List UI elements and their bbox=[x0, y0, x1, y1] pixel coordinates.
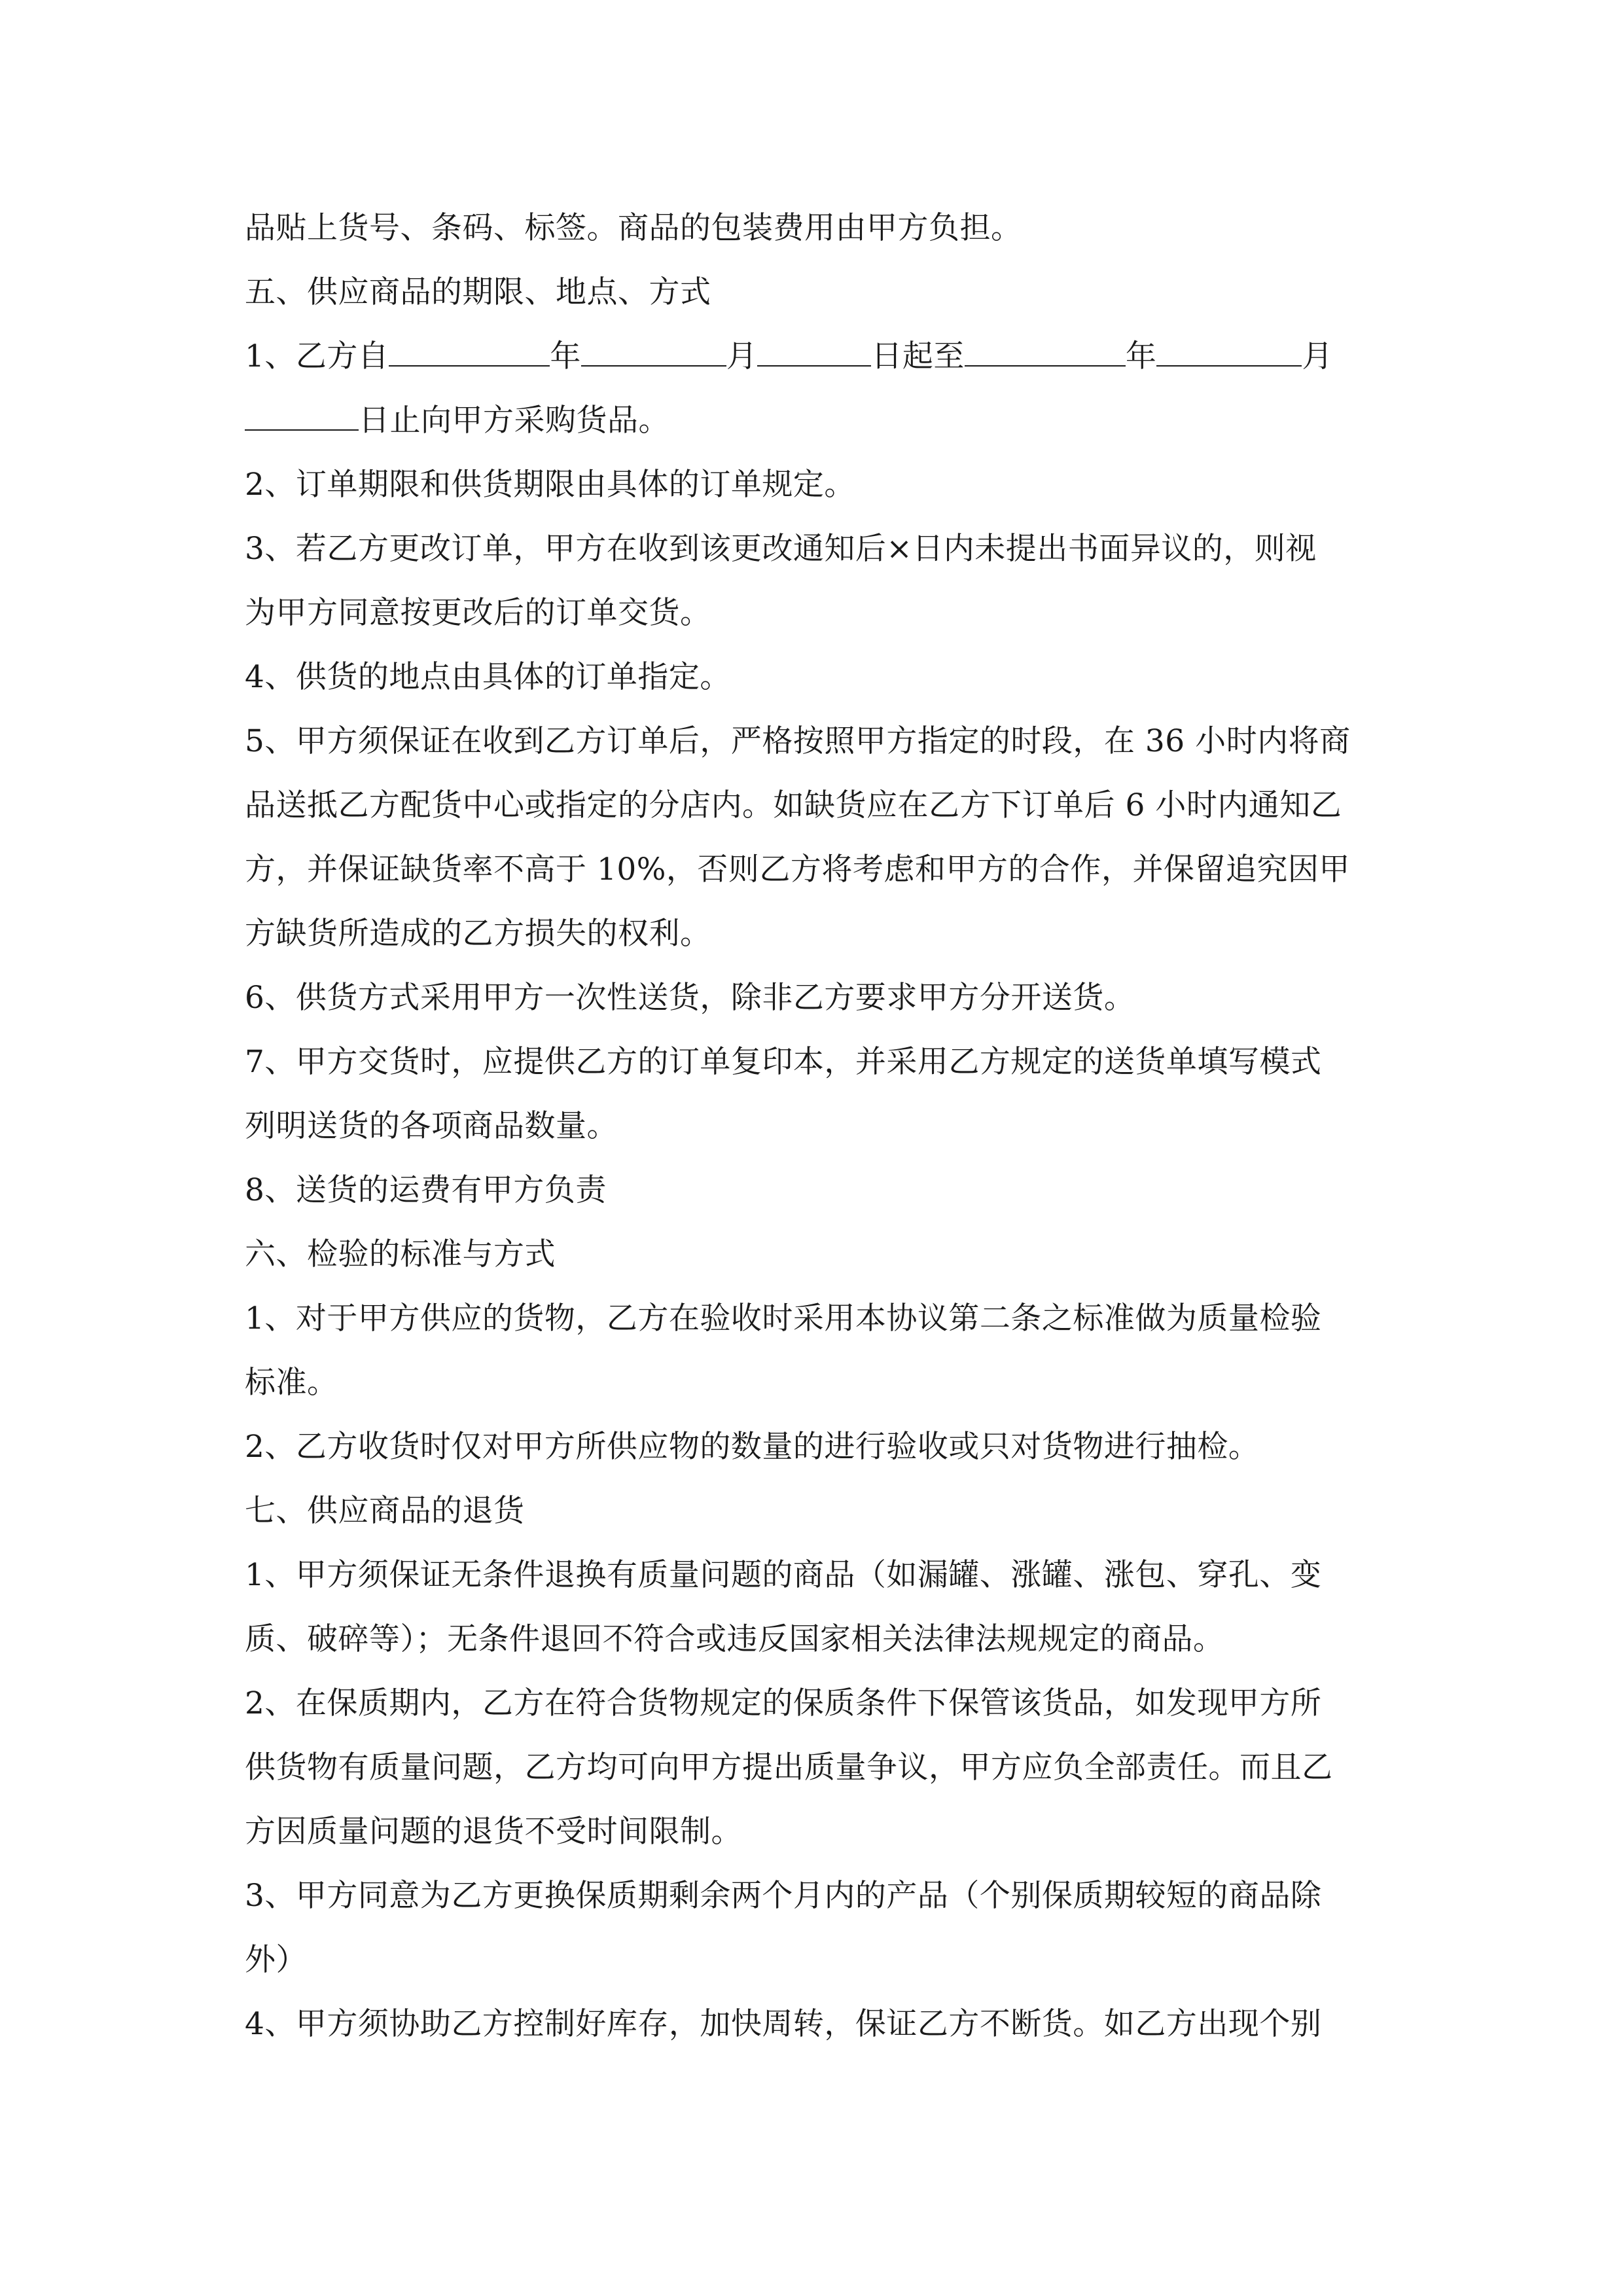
text-line: 8、送货的运费有甲方负责 bbox=[245, 1172, 607, 1208]
section-heading: 五、供应商品的期限、地点、方式 bbox=[245, 274, 711, 310]
text-line: 4、供货的地点由具体的订单指定。 bbox=[245, 659, 731, 695]
text-line: 7、甲方交货时，应提供乙方的订单复印本，并采用乙方规定的送货单填写模式 bbox=[245, 1044, 1322, 1080]
text-line: 列明送货的各项商品数量。 bbox=[245, 1108, 618, 1144]
text-line: 4、甲方须协助乙方控制好库存，加快周转，保证乙方不断货。如乙方出现个别 bbox=[245, 2006, 1322, 2042]
text-line: 为甲方同意按更改后的订单交货。 bbox=[245, 595, 711, 631]
date-line bbox=[245, 325, 1383, 389]
date-line-month-2: 月 bbox=[1302, 338, 1333, 374]
text-line: 供货物有质量问题，乙方均可向甲方提出质量争议，甲方应负全部责任。而且乙 bbox=[245, 1749, 1333, 1785]
text-line: 2、在保质期内，乙方在符合货物规定的保质条件下保管该货品，如发现甲方所 bbox=[245, 1685, 1322, 1721]
text-line: 方缺货所造成的乙方损失的权利。 bbox=[245, 916, 711, 952]
section-heading: 七、供应商品的退货 bbox=[245, 1493, 525, 1529]
text-line: 方，并保证缺货率不高于 10%，否则乙方将考虑和甲方的合作，并保留追究因甲 bbox=[245, 852, 1350, 888]
text-line: 3、甲方同意为乙方更换保质期剩余两个月内的产品（个别保质期较短的商品除 bbox=[245, 1878, 1322, 1914]
text-line: 3、若乙方更改订单，甲方在收到该更改通知后×日内未提出书面异议的，则视 bbox=[245, 531, 1317, 567]
document-body bbox=[245, 196, 1383, 2056]
text-line: 5、甲方须保证在收到乙方订单后，严格按照甲方指定的时段，在 36 小时内将商 bbox=[245, 723, 1351, 759]
text-line: 1、甲方须保证无条件退换有质量问题的商品（如漏罐、涨罐、涨包、穿孔、变 bbox=[245, 1557, 1322, 1593]
blank-start-year bbox=[389, 335, 550, 367]
text-line: 质、破碎等）；无条件退回不符合或违反国家相关法律法规规定的商品。 bbox=[245, 1621, 1224, 1657]
text-line: 6、供货方式采用甲方一次性送货，除非乙方要求甲方分开送货。 bbox=[245, 980, 1135, 1016]
text-line: 方因质量问题的退货不受时间限制。 bbox=[245, 1814, 742, 1850]
blank-start-day bbox=[757, 335, 871, 367]
date-line-month-1: 月 bbox=[726, 338, 758, 374]
text-line: 2、订单期限和供货期限由具体的订单规定。 bbox=[245, 467, 855, 503]
text-line: 2、乙方收货时仅对甲方所供应物的数量的进行验收或只对货物进行抽检。 bbox=[245, 1429, 1260, 1465]
date-line-year-2: 年 bbox=[1125, 338, 1157, 374]
text-line: 1、对于甲方供应的货物，乙方在验收时采用本协议第二条之标准做为质量检验 bbox=[245, 1300, 1322, 1336]
blank-end-month bbox=[1156, 335, 1302, 367]
blank-start-month bbox=[581, 335, 726, 367]
blank-end-year bbox=[965, 335, 1126, 367]
section-heading: 六、检验的标准与方式 bbox=[245, 1236, 556, 1272]
text-line: 品送抵乙方配货中心或指定的分店内。如缺货应在乙方下订单后 6 小时内通知乙 bbox=[245, 787, 1342, 823]
text-line: 外） bbox=[245, 1942, 307, 1978]
text-line: 标准。 bbox=[245, 1365, 338, 1401]
text-line: 品贴上货号、条码、标签。商品的包装费用由甲方负担。 bbox=[245, 210, 1022, 246]
blank-end-day bbox=[245, 399, 359, 431]
date-line-day-to: 日起至 bbox=[871, 338, 965, 374]
date-line-end-text: 日止向甲方采购货品。 bbox=[359, 403, 669, 439]
date-line-end bbox=[245, 389, 1383, 453]
date-line-prefix: 1、乙方自 bbox=[245, 338, 389, 374]
date-line-year-1: 年 bbox=[550, 338, 581, 374]
